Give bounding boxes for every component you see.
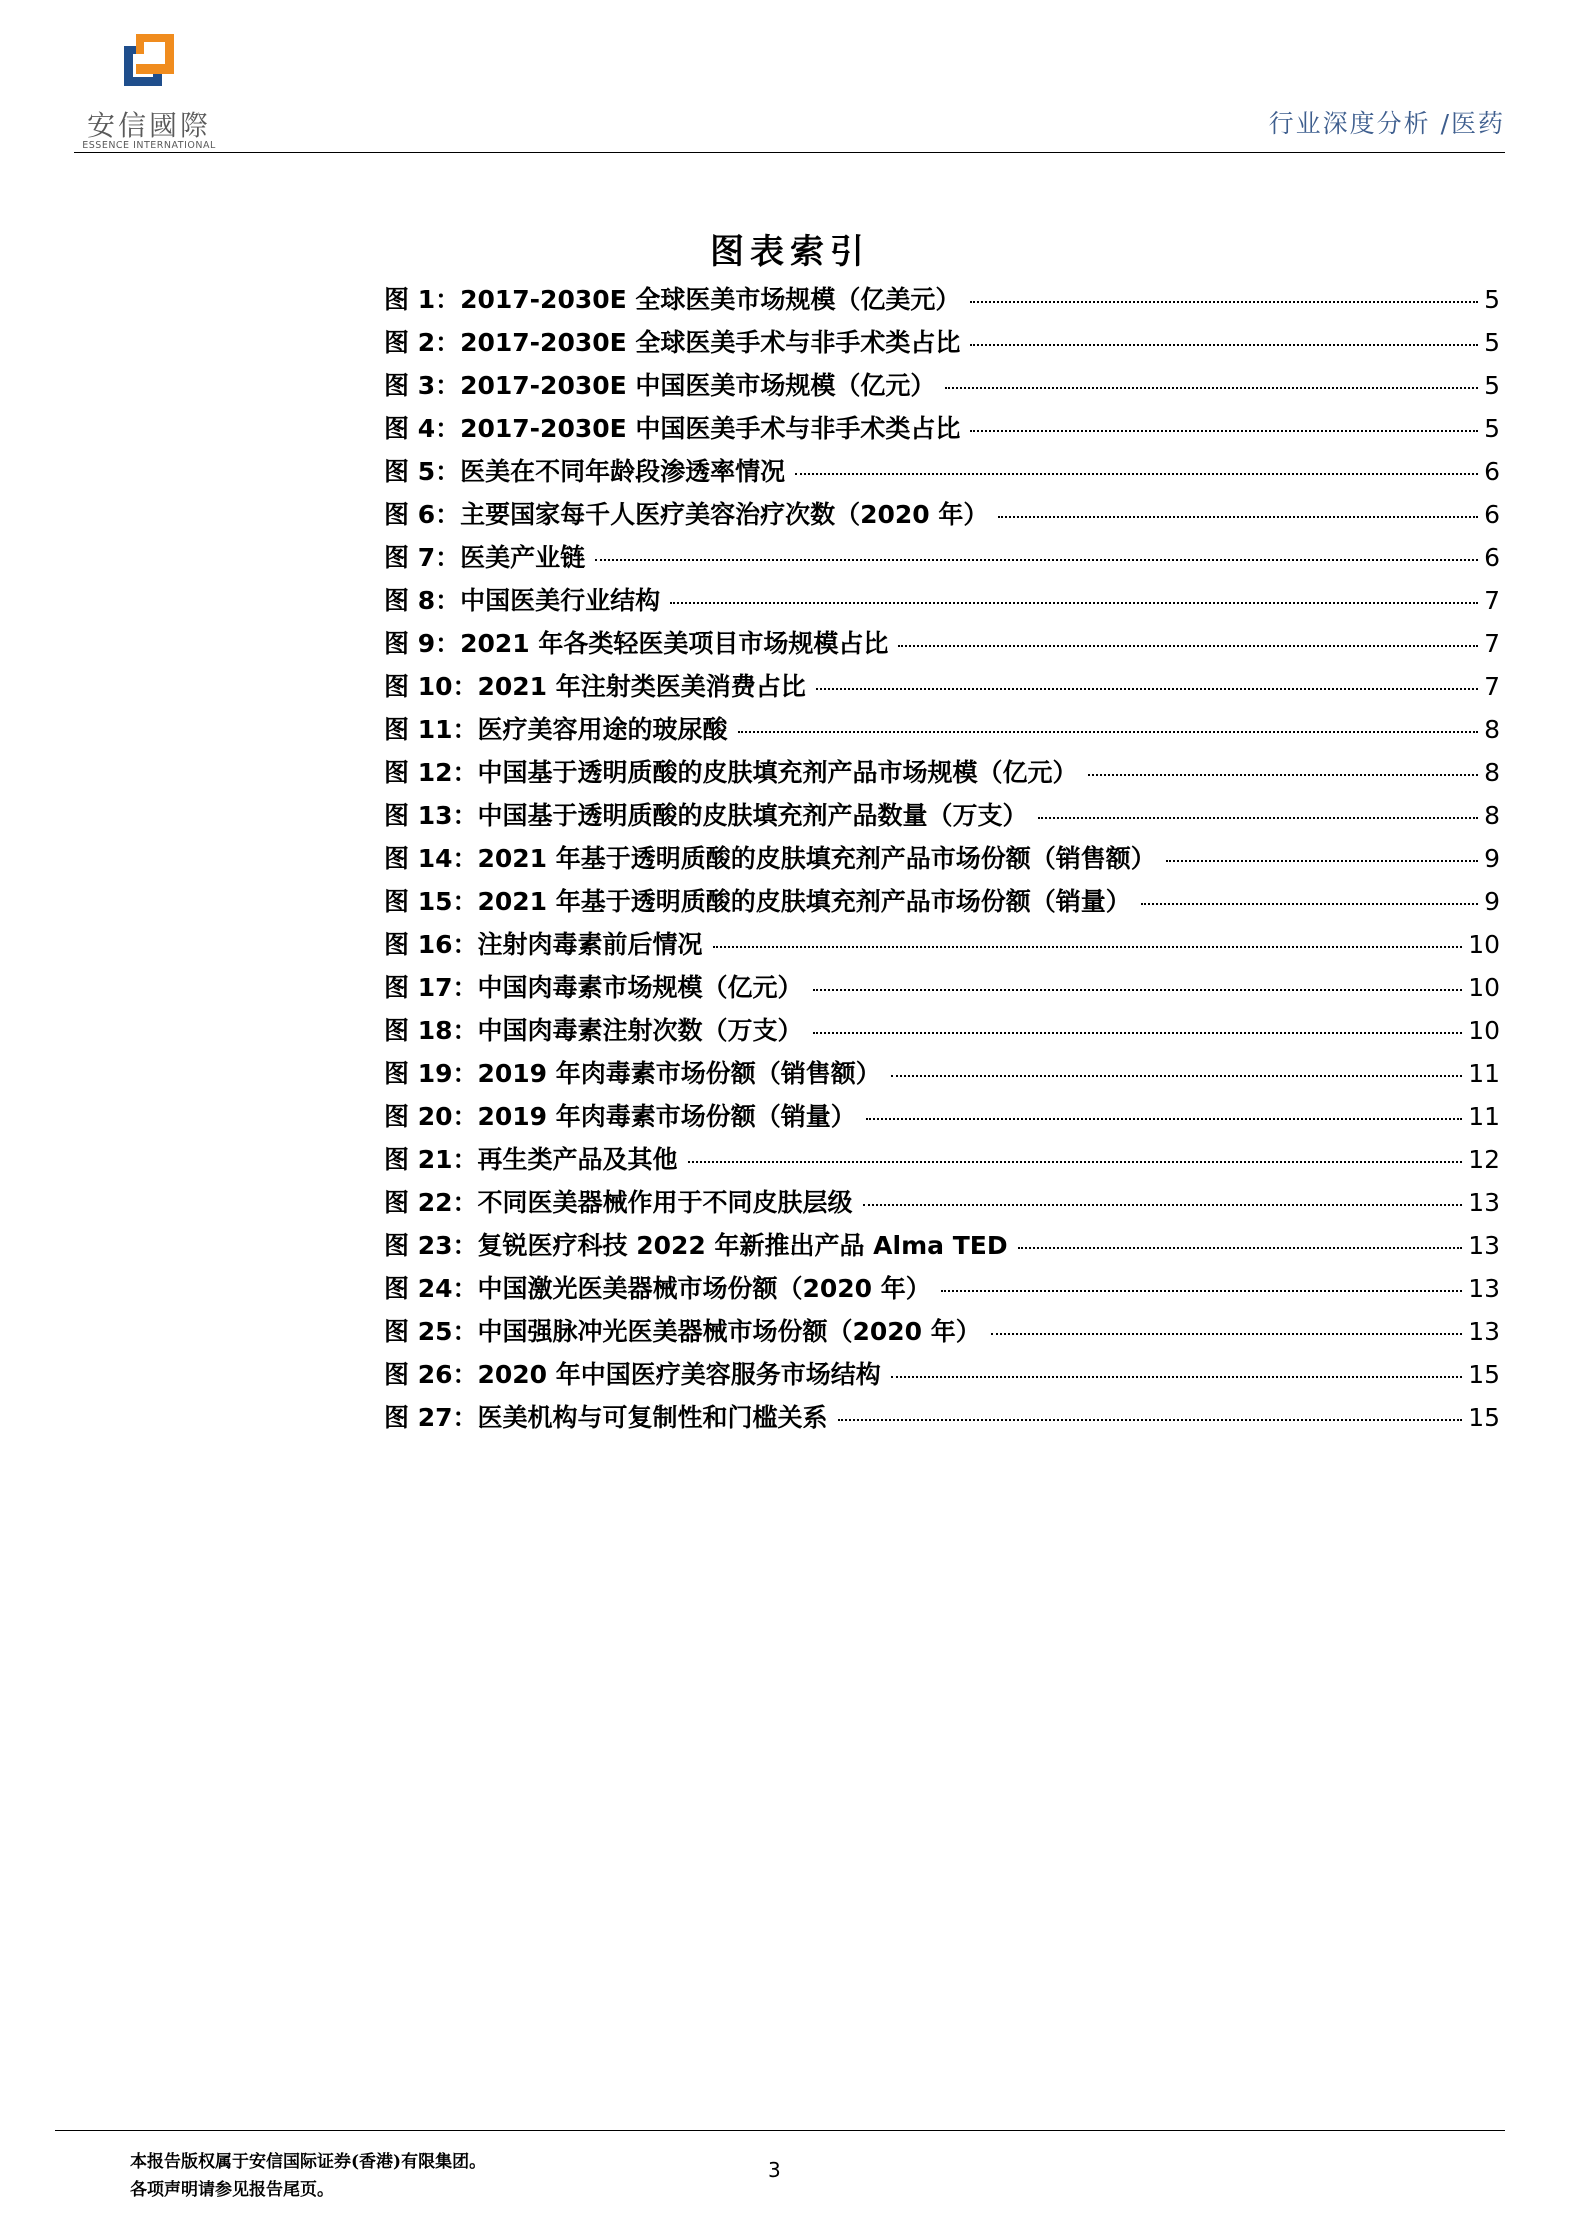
- footer-statement-note: 各项声明请参见报告尾页。: [130, 2180, 334, 2200]
- toc-entry[interactable]: [384, 409, 1500, 452]
- toc-entry-label: 图 14：2021 年基于透明质酸的皮肤填充剂产品市场份额（销售额）: [384, 844, 1156, 873]
- toc-dot-leader: [1088, 774, 1479, 776]
- toc-entry-label: 图 5：医美在不同年龄段渗透率情况: [384, 457, 786, 486]
- toc-entry-page: 6: [1484, 543, 1500, 572]
- toc-entry-label: 图 25：中国强脉冲光医美器械市场份额（2020 年）: [384, 1317, 981, 1346]
- toc-entry[interactable]: [384, 1011, 1500, 1054]
- toc-entry[interactable]: [384, 1355, 1500, 1398]
- toc-entry-page: 5: [1484, 414, 1500, 443]
- toc-dot-leader: [970, 301, 1478, 303]
- toc-entry-label: 图 20：2019 年肉毒素市场份额（销量）: [384, 1102, 856, 1131]
- toc-entry[interactable]: [384, 882, 1500, 925]
- toc-entry[interactable]: [384, 839, 1500, 882]
- toc-dot-leader: [688, 1161, 1463, 1163]
- toc-entry-page: 13: [1468, 1317, 1500, 1346]
- toc-dot-leader: [898, 645, 1478, 647]
- toc-entry[interactable]: [384, 968, 1500, 1011]
- toc-dot-leader: [670, 602, 1478, 604]
- toc-entry[interactable]: [384, 366, 1500, 409]
- toc-entry[interactable]: [384, 323, 1500, 366]
- toc-entry-label: 图 16：注射肉毒素前后情况: [384, 930, 703, 959]
- toc-entry-label: 图 19：2019 年肉毒素市场份额（销售额）: [384, 1059, 881, 1088]
- toc-entry[interactable]: [384, 753, 1500, 796]
- toc-dot-leader: [970, 430, 1478, 432]
- toc-entry[interactable]: [384, 1398, 1500, 1441]
- toc-entry-page: 13: [1468, 1188, 1500, 1217]
- toc-entry[interactable]: [384, 1269, 1500, 1312]
- toc-dot-leader: [595, 559, 1478, 561]
- toc-entry-page: 8: [1484, 801, 1500, 830]
- toc-list: [384, 280, 1500, 1441]
- toc-entry-label: 图 9：2021 年各类轻医美项目市场规模占比: [384, 629, 889, 658]
- toc-entry-page: 11: [1468, 1059, 1500, 1088]
- toc-dot-leader: [1038, 817, 1479, 819]
- logo-mark-icon: [124, 34, 174, 86]
- toc-entry-page: 15: [1468, 1360, 1500, 1389]
- toc-dot-leader: [816, 688, 1478, 690]
- toc-entry-page: 5: [1484, 371, 1500, 400]
- toc-entry-label: 图 22：不同医美器械作用于不同皮肤层级: [384, 1188, 853, 1217]
- toc-entry-page: 13: [1468, 1231, 1500, 1260]
- toc-dot-leader: [866, 1118, 1462, 1120]
- company-logo: [74, 34, 224, 154]
- toc-entry[interactable]: [384, 280, 1500, 323]
- toc-entry-page: 12: [1468, 1145, 1500, 1174]
- toc-entry-page: 8: [1484, 758, 1500, 787]
- toc-entry-page: 5: [1484, 285, 1500, 314]
- toc-entry-page: 6: [1484, 500, 1500, 529]
- toc-dot-leader: [838, 1419, 1463, 1421]
- header-divider: [74, 152, 1505, 153]
- toc-entry[interactable]: [384, 624, 1500, 667]
- footer-divider: [55, 2130, 1505, 2131]
- toc-entry[interactable]: [384, 1054, 1500, 1097]
- toc-entry[interactable]: [384, 1097, 1500, 1140]
- toc-title: 图表索引: [710, 232, 870, 272]
- toc-entry-label: 图 8：中国医美行业结构: [384, 586, 661, 615]
- toc-dot-leader: [891, 1376, 1462, 1378]
- toc-dot-leader: [713, 946, 1463, 948]
- toc-dot-leader: [863, 1204, 1463, 1206]
- toc-entry-label: 图 21：再生类产品及其他: [384, 1145, 678, 1174]
- toc-entry-page: 7: [1484, 672, 1500, 701]
- toc-dot-leader: [945, 387, 1478, 389]
- toc-entry[interactable]: [384, 452, 1500, 495]
- toc-entry-label: 图 18：中国肉毒素注射次数（万支）: [384, 1016, 803, 1045]
- toc-dot-leader: [941, 1290, 1462, 1292]
- toc-entry-label: 图 15：2021 年基于透明质酸的皮肤填充剂产品市场份额（销量）: [384, 887, 1131, 916]
- toc-entry-page: 7: [1484, 629, 1500, 658]
- toc-entry-page: 11: [1468, 1102, 1500, 1131]
- toc-entry-label: 图 11：医疗美容用途的玻尿酸: [384, 715, 728, 744]
- toc-entry-label: 图 1：2017-2030E 全球医美市场规模（亿美元）: [384, 285, 961, 314]
- toc-entry-label: 图 12：中国基于透明质酸的皮肤填充剂产品市场规模（亿元）: [384, 758, 1078, 787]
- logo-name-cn: 安信國際: [86, 109, 211, 142]
- toc-dot-leader: [1141, 903, 1478, 905]
- toc-dot-leader: [1018, 1247, 1463, 1249]
- footer-disclaimer: [130, 2148, 486, 2204]
- toc-dot-leader: [998, 516, 1478, 518]
- toc-entry-label: 图 7：医美产业链: [384, 543, 586, 572]
- toc-entry-label: 图 10：2021 年注射类医美消费占比: [384, 672, 806, 701]
- toc-dot-leader: [795, 473, 1478, 475]
- toc-entry[interactable]: [384, 667, 1500, 710]
- toc-entry-page: 13: [1468, 1274, 1500, 1303]
- toc-entry[interactable]: [384, 495, 1500, 538]
- toc-entry-label: 图 2：2017-2030E 全球医美手术与非手术类占比: [384, 328, 961, 357]
- toc-entry[interactable]: [384, 710, 1500, 753]
- toc-entry-label: 图 4：2017-2030E 中国医美手术与非手术类占比: [384, 414, 961, 443]
- toc-dot-leader: [813, 989, 1463, 991]
- toc-entry-label: 图 3：2017-2030E 中国医美市场规模（亿元）: [384, 371, 936, 400]
- toc-entry-label: 图 6：主要国家每千人医疗美容治疗次数（2020 年）: [384, 500, 989, 529]
- toc-entry-page: 15: [1468, 1403, 1500, 1432]
- toc-entry[interactable]: [384, 1312, 1500, 1355]
- toc-entry-page: 6: [1484, 457, 1500, 486]
- toc-dot-leader: [970, 344, 1478, 346]
- toc-dot-leader: [891, 1075, 1462, 1077]
- toc-entry-label: 图 27：医美机构与可复制性和门槛关系: [384, 1403, 828, 1432]
- toc-dot-leader: [738, 731, 1479, 733]
- report-category: 行业深度分析 /医药: [1268, 109, 1505, 138]
- toc-entry-page: 8: [1484, 715, 1500, 744]
- toc-entry-label: 图 23：复锐医疗科技 2022 年新推出产品 Alma TED: [384, 1231, 1008, 1260]
- toc-entry-label: 图 26：2020 年中国医疗美容服务市场结构: [384, 1360, 881, 1389]
- toc-entry[interactable]: [384, 796, 1500, 839]
- toc-entry[interactable]: [384, 1226, 1500, 1269]
- toc-entry-page: 5: [1484, 328, 1500, 357]
- toc-dot-leader: [991, 1333, 1462, 1335]
- toc-entry-label: 图 13：中国基于透明质酸的皮肤填充剂产品数量（万支）: [384, 801, 1028, 830]
- toc-dot-leader: [813, 1032, 1463, 1034]
- toc-entry[interactable]: [384, 1140, 1500, 1183]
- toc-entry-page: 9: [1484, 844, 1500, 873]
- toc-entry[interactable]: [384, 581, 1500, 624]
- toc-dot-leader: [1166, 860, 1478, 862]
- toc-entry-label: 图 24：中国激光医美器械市场份额（2020 年）: [384, 1274, 931, 1303]
- toc-entry-page: 10: [1468, 973, 1500, 1002]
- toc-entry-page: 9: [1484, 887, 1500, 916]
- toc-entry-page: 7: [1484, 586, 1500, 615]
- footer-copyright: 本报告版权属于安信国际证券(香港)有限集团。: [130, 2152, 487, 2172]
- toc-entry-label: 图 17：中国肉毒素市场规模（亿元）: [384, 973, 803, 1002]
- page-number: 3: [768, 2158, 781, 2182]
- toc-entry-page: 10: [1468, 930, 1500, 959]
- toc-entry-page: 10: [1468, 1016, 1500, 1045]
- toc-entry[interactable]: [384, 925, 1500, 968]
- toc-entry[interactable]: [384, 1183, 1500, 1226]
- toc-entry[interactable]: [384, 538, 1500, 581]
- logo-name-en: ESSENCE INTERNATIONAL: [82, 140, 216, 151]
